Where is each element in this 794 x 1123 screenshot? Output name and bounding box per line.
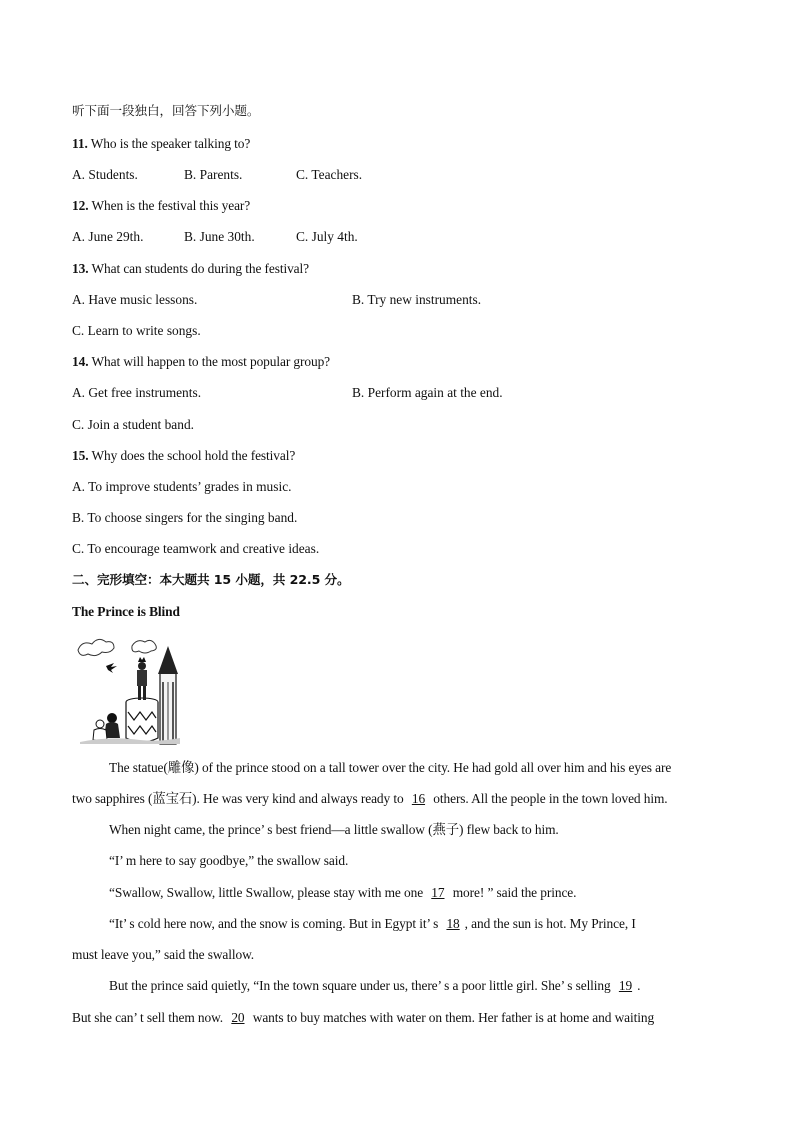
blank-17: 17	[431, 885, 445, 900]
question-number: 11.	[72, 136, 88, 151]
option-15a: A. To improve students’ grades in music.	[72, 479, 292, 494]
question-text: When is the festival this year?	[91, 198, 251, 213]
option-11a: A. Students.	[72, 167, 138, 182]
option-15c: C. To encourage teamwork and creative ideas.	[72, 541, 320, 556]
option-15b: B. To choose singers for the singing band.	[72, 510, 298, 525]
passage-line	[72, 790, 668, 808]
option-12c: C. July 4th.	[296, 229, 358, 244]
listening-instruction: 听下面一段独白，回答下列小题。	[72, 103, 260, 118]
question-number: 15.	[72, 448, 89, 463]
question-12	[72, 197, 250, 215]
passage-text: “It’ s cold here now, and the snow is coming. But in Egypt it’ s	[109, 916, 442, 931]
question-text: What can students do during the festival?	[91, 261, 309, 276]
passage-line	[72, 1009, 654, 1027]
passage-line: The statue(雕像) of the prince stood on a tall tower over the city. He had gold all over him and his eyes are	[109, 760, 672, 775]
question-13	[72, 260, 309, 278]
passage-text: .	[637, 978, 641, 993]
passage-text: But she can’ t sell them now.	[72, 1010, 227, 1025]
passage-line	[109, 915, 636, 933]
option-12b: B. June 30th.	[184, 229, 255, 244]
passage-line: “I’ m here to say goodbye,” the swallow said.	[109, 853, 349, 868]
option-13c: C. Learn to write songs.	[72, 323, 201, 338]
question-number: 12.	[72, 198, 89, 213]
question-11	[72, 135, 250, 153]
option-11b: B. Parents.	[184, 167, 243, 182]
passage-text: , and the sun is hot. My Prince, I	[464, 916, 636, 931]
prince-statue-illustration	[72, 632, 184, 748]
option-12a: A. June 29th.	[72, 229, 144, 244]
blank-20: 20	[231, 1010, 245, 1025]
passage-text: two sapphires (蓝宝石). He was very kind and always ready to	[72, 791, 407, 806]
question-text: What will happen to the most popular group?	[91, 354, 331, 369]
passage-title: The Prince is Blind	[72, 604, 180, 619]
option-13b: B. Try new instruments.	[352, 292, 482, 307]
question-text: Why does the school hold the festival?	[91, 448, 296, 463]
question-number: 13.	[72, 261, 89, 276]
question-number: 14.	[72, 354, 89, 369]
passage-text: “Swallow, Swallow, little Swallow, please stay with me one	[109, 885, 427, 900]
passage-text: others. All the people in the town loved him.	[430, 791, 668, 806]
question-text: Who is the speaker talking to?	[90, 136, 251, 151]
passage-text: But the prince said quietly, “In the town square under us, there’ s a poor little girl. She’ s selling	[109, 978, 614, 993]
passage-line	[109, 977, 640, 995]
blank-19: 19	[618, 978, 633, 993]
passage-text: more! ” said the prince.	[449, 885, 577, 900]
option-14b: B. Perform again at the end.	[352, 385, 503, 400]
option-14a: A. Get free instruments.	[72, 385, 202, 400]
option-13a: A. Have music lessons.	[72, 292, 198, 307]
question-15	[72, 447, 295, 465]
blank-18: 18	[446, 916, 460, 931]
cloze-section-heading: 二、完形填空：本大题共 15 小题，共 22.5 分。	[72, 572, 350, 587]
passage-text: wants to buy matches with water on them. Her father is at home and waiting	[249, 1010, 655, 1025]
option-11c: C. Teachers.	[296, 167, 363, 182]
option-14c: C. Join a student band.	[72, 417, 194, 432]
passage-line	[109, 884, 576, 902]
passage-line: must leave you,” said the swallow.	[72, 947, 255, 962]
passage-line: When night came, the prince’ s best friend—a little swallow (燕子) flew back to him.	[109, 822, 559, 837]
question-14	[72, 353, 330, 371]
blank-16: 16	[411, 791, 426, 806]
